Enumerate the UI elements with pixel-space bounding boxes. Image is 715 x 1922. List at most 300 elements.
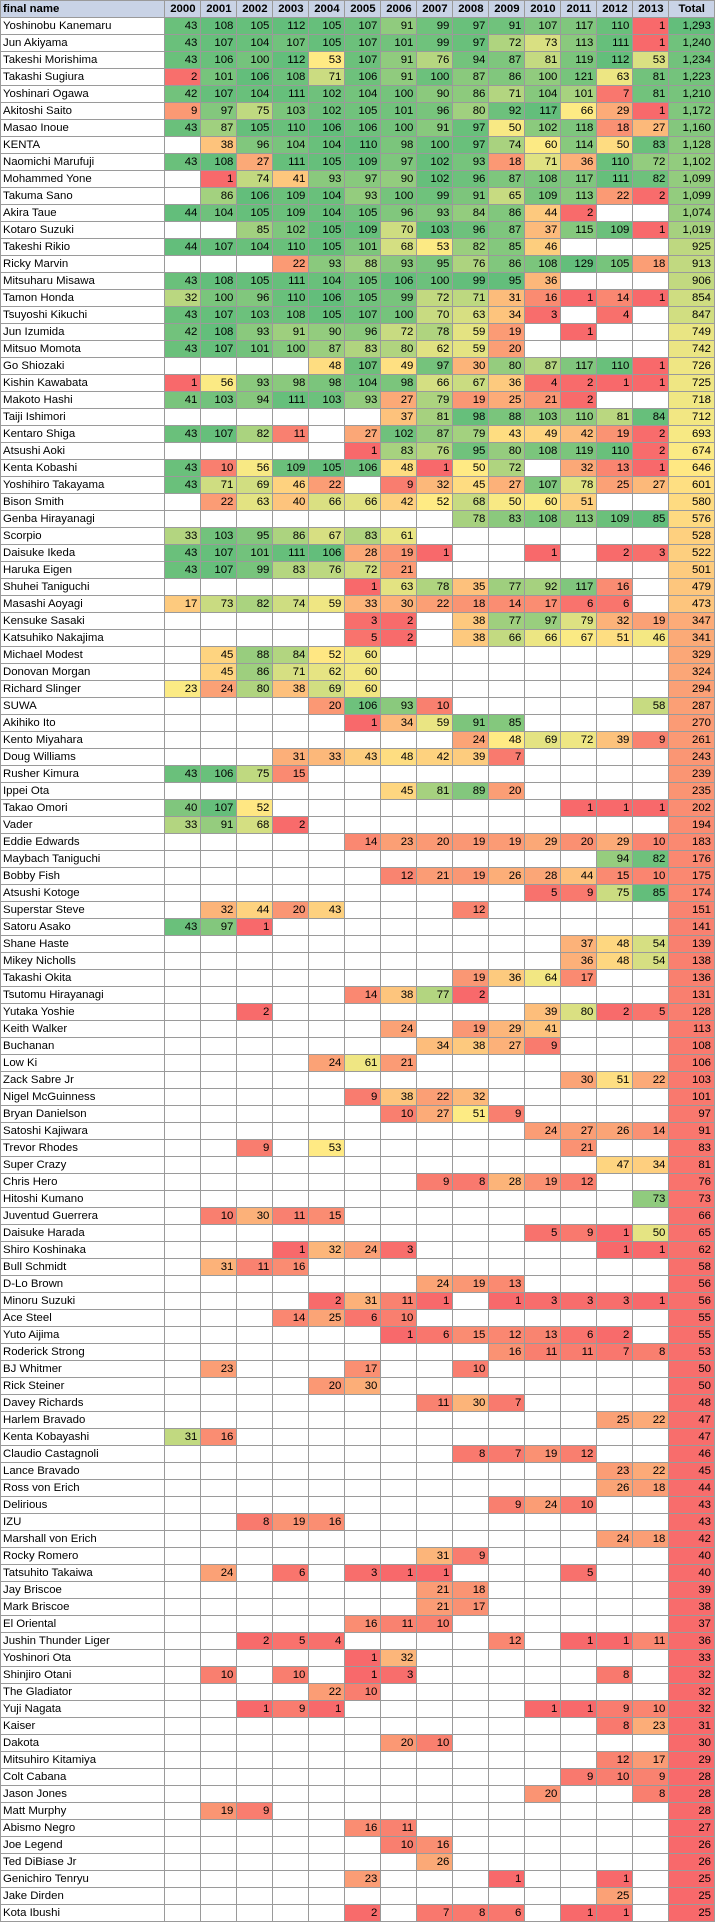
year-value-cell[interactable] <box>201 1412 237 1429</box>
name-cell[interactable]: Tamon Honda <box>1 290 165 307</box>
name-cell[interactable]: Kenta Kobashi <box>1 460 165 477</box>
year-value-cell[interactable]: 110 <box>273 290 309 307</box>
year-value-cell[interactable] <box>633 1429 669 1446</box>
year-value-cell[interactable]: 108 <box>201 18 237 35</box>
year-value-cell[interactable]: 103 <box>201 392 237 409</box>
year-value-cell[interactable]: 27 <box>237 154 273 171</box>
year-value-cell[interactable]: 11 <box>633 1633 669 1650</box>
year-value-cell[interactable] <box>201 1106 237 1123</box>
total-cell[interactable]: 183 <box>669 834 715 851</box>
year-value-cell[interactable] <box>633 341 669 358</box>
year-value-cell[interactable]: 19 <box>633 613 669 630</box>
name-cell[interactable]: Yuto Aijima <box>1 1327 165 1344</box>
year-value-cell[interactable]: 8 <box>453 1905 489 1922</box>
total-cell[interactable]: 1,172 <box>669 103 715 120</box>
year-value-cell[interactable]: 3 <box>345 613 381 630</box>
year-value-cell[interactable] <box>561 1463 597 1480</box>
year-value-cell[interactable]: 71 <box>525 154 561 171</box>
total-cell[interactable]: 1,128 <box>669 137 715 154</box>
year-value-cell[interactable]: 13 <box>597 460 633 477</box>
year-value-cell[interactable] <box>453 528 489 545</box>
year-value-cell[interactable]: 106 <box>345 460 381 477</box>
total-cell[interactable]: 294 <box>669 681 715 698</box>
year-value-cell[interactable] <box>309 1616 345 1633</box>
year-value-cell[interactable] <box>489 1565 525 1582</box>
year-value-cell[interactable] <box>309 1786 345 1803</box>
year-value-cell[interactable]: 11 <box>381 1293 417 1310</box>
year-value-cell[interactable] <box>453 1055 489 1072</box>
year-value-cell[interactable] <box>201 1225 237 1242</box>
year-value-cell[interactable] <box>633 1803 669 1820</box>
year-value-cell[interactable]: 88 <box>345 256 381 273</box>
year-value-cell[interactable] <box>525 1361 561 1378</box>
total-cell[interactable]: 176 <box>669 851 715 868</box>
year-value-cell[interactable]: 72 <box>633 154 669 171</box>
year-value-cell[interactable]: 110 <box>561 409 597 426</box>
year-value-cell[interactable] <box>597 919 633 936</box>
year-value-cell[interactable] <box>201 1157 237 1174</box>
year-value-cell[interactable]: 107 <box>525 477 561 494</box>
year-value-cell[interactable]: 20 <box>309 698 345 715</box>
year-value-cell[interactable]: 70 <box>381 222 417 239</box>
year-value-cell[interactable]: 3 <box>561 1293 597 1310</box>
year-value-cell[interactable]: 10 <box>633 1701 669 1718</box>
year-value-cell[interactable] <box>525 1871 561 1888</box>
total-cell[interactable]: 906 <box>669 273 715 290</box>
year-value-cell[interactable] <box>201 1752 237 1769</box>
year-value-cell[interactable] <box>453 1684 489 1701</box>
year-value-cell[interactable] <box>489 1429 525 1446</box>
name-cell[interactable]: Zack Sabre Jr <box>1 1072 165 1089</box>
year-value-cell[interactable]: 82 <box>633 851 669 868</box>
name-cell[interactable]: Delirious <box>1 1497 165 1514</box>
year-value-cell[interactable] <box>597 1259 633 1276</box>
year-value-cell[interactable]: 25 <box>309 1310 345 1327</box>
year-value-cell[interactable]: 59 <box>309 596 345 613</box>
year-value-cell[interactable]: 31 <box>489 290 525 307</box>
year-value-cell[interactable] <box>561 1718 597 1735</box>
year-value-cell[interactable] <box>237 1854 273 1871</box>
year-value-cell[interactable] <box>345 1072 381 1089</box>
year-value-cell[interactable] <box>237 1446 273 1463</box>
year-value-cell[interactable] <box>597 681 633 698</box>
year-value-cell[interactable]: 29 <box>525 834 561 851</box>
year-value-cell[interactable]: 8 <box>453 1446 489 1463</box>
year-value-cell[interactable]: 10 <box>561 1497 597 1514</box>
year-value-cell[interactable]: 45 <box>453 477 489 494</box>
year-value-cell[interactable]: 98 <box>381 375 417 392</box>
year-value-cell[interactable]: 106 <box>201 766 237 783</box>
year-value-cell[interactable]: 2 <box>633 188 669 205</box>
year-value-cell[interactable] <box>201 1633 237 1650</box>
total-cell[interactable]: 1,240 <box>669 35 715 52</box>
year-value-cell[interactable]: 24 <box>201 681 237 698</box>
name-cell[interactable]: Maybach Taniguchi <box>1 851 165 868</box>
year-value-cell[interactable] <box>633 1548 669 1565</box>
name-cell[interactable]: Vader <box>1 817 165 834</box>
name-cell[interactable]: Kaiser <box>1 1718 165 1735</box>
year-value-cell[interactable] <box>237 987 273 1004</box>
name-cell[interactable]: Atsushi Aoki <box>1 443 165 460</box>
name-cell[interactable]: Rusher Kimura <box>1 766 165 783</box>
year-value-cell[interactable] <box>381 1123 417 1140</box>
year-value-cell[interactable]: 30 <box>453 358 489 375</box>
year-value-cell[interactable]: 96 <box>417 103 453 120</box>
total-cell[interactable]: 601 <box>669 477 715 494</box>
year-value-cell[interactable] <box>417 1701 453 1718</box>
year-value-cell[interactable]: 105 <box>597 256 633 273</box>
total-cell[interactable]: 1,102 <box>669 154 715 171</box>
year-value-cell[interactable]: 92 <box>525 579 561 596</box>
year-value-cell[interactable] <box>201 1701 237 1718</box>
year-value-cell[interactable] <box>237 1684 273 1701</box>
year-value-cell[interactable]: 2 <box>273 817 309 834</box>
year-value-cell[interactable]: 13 <box>489 1276 525 1293</box>
total-cell[interactable]: 139 <box>669 936 715 953</box>
year-value-cell[interactable] <box>381 1786 417 1803</box>
year-value-cell[interactable]: 72 <box>561 732 597 749</box>
name-cell[interactable]: Kensuke Sasaki <box>1 613 165 630</box>
year-value-cell[interactable] <box>489 1888 525 1905</box>
year-value-cell[interactable]: 18 <box>453 596 489 613</box>
year-value-cell[interactable] <box>633 1174 669 1191</box>
name-cell[interactable]: Makoto Hashi <box>1 392 165 409</box>
year-value-cell[interactable]: 19 <box>453 1021 489 1038</box>
year-value-cell[interactable] <box>273 987 309 1004</box>
year-value-cell[interactable]: 104 <box>201 205 237 222</box>
year-value-cell[interactable] <box>273 1123 309 1140</box>
year-value-cell[interactable]: 104 <box>309 188 345 205</box>
year-value-cell[interactable]: 43 <box>165 35 201 52</box>
year-value-cell[interactable] <box>165 409 201 426</box>
year-value-cell[interactable]: 27 <box>489 477 525 494</box>
year-value-cell[interactable] <box>165 1531 201 1548</box>
year-value-cell[interactable] <box>633 1650 669 1667</box>
year-value-cell[interactable]: 104 <box>309 273 345 290</box>
year-value-cell[interactable] <box>417 528 453 545</box>
year-value-cell[interactable]: 14 <box>597 290 633 307</box>
year-value-cell[interactable]: 93 <box>309 256 345 273</box>
year-value-cell[interactable] <box>345 1123 381 1140</box>
year-value-cell[interactable] <box>237 1276 273 1293</box>
year-value-cell[interactable]: 91 <box>201 817 237 834</box>
name-cell[interactable]: Daisuke Harada <box>1 1225 165 1242</box>
year-value-cell[interactable] <box>273 1820 309 1837</box>
year-value-cell[interactable] <box>309 1157 345 1174</box>
year-value-cell[interactable]: 12 <box>489 1327 525 1344</box>
year-value-cell[interactable] <box>309 868 345 885</box>
year-value-cell[interactable]: 112 <box>597 52 633 69</box>
year-value-cell[interactable]: 48 <box>309 358 345 375</box>
year-value-cell[interactable] <box>273 1293 309 1310</box>
year-value-cell[interactable]: 52 <box>237 800 273 817</box>
year-value-cell[interactable] <box>345 1531 381 1548</box>
year-value-cell[interactable] <box>633 1582 669 1599</box>
year-value-cell[interactable]: 60 <box>525 494 561 511</box>
year-value-cell[interactable] <box>417 511 453 528</box>
year-value-cell[interactable]: 80 <box>489 358 525 375</box>
year-value-cell[interactable]: 26 <box>597 1480 633 1497</box>
year-value-cell[interactable]: 63 <box>597 69 633 86</box>
year-value-cell[interactable] <box>597 749 633 766</box>
year-value-cell[interactable]: 2 <box>165 69 201 86</box>
total-cell[interactable]: 261 <box>669 732 715 749</box>
year-value-cell[interactable]: 46 <box>525 239 561 256</box>
year-value-cell[interactable]: 1 <box>201 171 237 188</box>
year-value-cell[interactable]: 10 <box>381 1837 417 1854</box>
total-cell[interactable]: 28 <box>669 1786 715 1803</box>
year-value-cell[interactable]: 99 <box>417 35 453 52</box>
year-value-cell[interactable]: 12 <box>561 1446 597 1463</box>
total-cell[interactable]: 324 <box>669 664 715 681</box>
total-cell[interactable]: 175 <box>669 868 715 885</box>
total-cell[interactable]: 25 <box>669 1888 715 1905</box>
year-value-cell[interactable]: 101 <box>381 103 417 120</box>
year-value-cell[interactable]: 19 <box>381 545 417 562</box>
year-value-cell[interactable] <box>273 1548 309 1565</box>
year-value-cell[interactable]: 10 <box>597 1769 633 1786</box>
year-value-cell[interactable] <box>525 1514 561 1531</box>
year-value-cell[interactable] <box>561 1089 597 1106</box>
year-value-cell[interactable]: 83 <box>633 137 669 154</box>
year-value-cell[interactable] <box>561 273 597 290</box>
year-value-cell[interactable]: 30 <box>561 1072 597 1089</box>
year-value-cell[interactable]: 1 <box>633 358 669 375</box>
year-value-cell[interactable] <box>237 1344 273 1361</box>
year-value-cell[interactable]: 12 <box>381 868 417 885</box>
year-value-cell[interactable] <box>165 987 201 1004</box>
year-value-cell[interactable]: 8 <box>597 1667 633 1684</box>
year-value-cell[interactable]: 2 <box>597 1327 633 1344</box>
year-value-cell[interactable] <box>489 1599 525 1616</box>
year-value-cell[interactable] <box>525 1752 561 1769</box>
year-value-cell[interactable]: 43 <box>165 273 201 290</box>
year-value-cell[interactable]: 106 <box>309 120 345 137</box>
year-value-cell[interactable] <box>381 1582 417 1599</box>
year-value-cell[interactable] <box>381 1718 417 1735</box>
year-value-cell[interactable] <box>165 137 201 154</box>
year-value-cell[interactable] <box>273 1344 309 1361</box>
year-value-cell[interactable]: 117 <box>561 18 597 35</box>
year-value-cell[interactable]: 22 <box>597 188 633 205</box>
name-cell[interactable]: Minoru Suzuki <box>1 1293 165 1310</box>
year-value-cell[interactable] <box>165 1174 201 1191</box>
year-value-cell[interactable] <box>201 936 237 953</box>
year-value-cell[interactable]: 9 <box>237 1140 273 1157</box>
year-value-cell[interactable]: 18 <box>633 1531 669 1548</box>
year-value-cell[interactable]: 20 <box>273 902 309 919</box>
year-value-cell[interactable]: 102 <box>309 86 345 103</box>
year-value-cell[interactable] <box>165 1344 201 1361</box>
total-cell[interactable]: 28 <box>669 1803 715 1820</box>
year-value-cell[interactable]: 18 <box>597 120 633 137</box>
year-value-cell[interactable] <box>309 783 345 800</box>
year-value-cell[interactable] <box>525 715 561 732</box>
year-value-cell[interactable]: 9 <box>381 477 417 494</box>
year-value-cell[interactable] <box>561 1548 597 1565</box>
year-value-cell[interactable] <box>525 528 561 545</box>
year-value-cell[interactable] <box>489 528 525 545</box>
year-value-cell[interactable]: 67 <box>561 630 597 647</box>
year-value-cell[interactable]: 97 <box>453 137 489 154</box>
year-value-cell[interactable]: 22 <box>633 1072 669 1089</box>
year-value-cell[interactable]: 36 <box>561 154 597 171</box>
year-value-cell[interactable] <box>201 613 237 630</box>
year-value-cell[interactable]: 105 <box>345 290 381 307</box>
year-value-cell[interactable]: 80 <box>561 1004 597 1021</box>
year-value-cell[interactable]: 14 <box>273 1310 309 1327</box>
year-value-cell[interactable]: 2 <box>309 1293 345 1310</box>
year-value-cell[interactable] <box>381 1072 417 1089</box>
year-value-cell[interactable] <box>453 1412 489 1429</box>
year-value-cell[interactable] <box>561 851 597 868</box>
total-cell[interactable]: 55 <box>669 1310 715 1327</box>
year-value-cell[interactable] <box>273 409 309 426</box>
year-value-cell[interactable] <box>453 1616 489 1633</box>
year-value-cell[interactable] <box>345 732 381 749</box>
year-value-cell[interactable]: 51 <box>597 1072 633 1089</box>
year-value-cell[interactable] <box>417 1123 453 1140</box>
year-value-cell[interactable]: 12 <box>561 1174 597 1191</box>
year-value-cell[interactable] <box>489 1259 525 1276</box>
header-year[interactable]: 2006 <box>381 1 417 18</box>
year-value-cell[interactable]: 101 <box>237 341 273 358</box>
year-value-cell[interactable] <box>165 1803 201 1820</box>
year-value-cell[interactable] <box>345 1021 381 1038</box>
year-value-cell[interactable] <box>453 953 489 970</box>
year-value-cell[interactable] <box>381 1497 417 1514</box>
year-value-cell[interactable] <box>165 868 201 885</box>
year-value-cell[interactable] <box>417 1531 453 1548</box>
year-value-cell[interactable]: 38 <box>201 137 237 154</box>
year-value-cell[interactable]: 1 <box>633 35 669 52</box>
name-cell[interactable]: Jake Dirden <box>1 1888 165 1905</box>
name-cell[interactable]: Yoshinobu Kanemaru <box>1 18 165 35</box>
name-cell[interactable]: Dakota <box>1 1735 165 1752</box>
name-cell[interactable]: Takao Omori <box>1 800 165 817</box>
total-cell[interactable]: 62 <box>669 1242 715 1259</box>
year-value-cell[interactable]: 105 <box>309 239 345 256</box>
year-value-cell[interactable] <box>597 1735 633 1752</box>
name-cell[interactable]: Masashi Aoyagi <box>1 596 165 613</box>
year-value-cell[interactable]: 27 <box>381 392 417 409</box>
year-value-cell[interactable]: 83 <box>381 443 417 460</box>
year-value-cell[interactable] <box>453 1514 489 1531</box>
total-cell[interactable]: 30 <box>669 1735 715 1752</box>
year-value-cell[interactable] <box>597 273 633 290</box>
year-value-cell[interactable] <box>633 1497 669 1514</box>
year-value-cell[interactable]: 19 <box>453 1276 489 1293</box>
year-value-cell[interactable] <box>561 749 597 766</box>
year-value-cell[interactable]: 103 <box>201 528 237 545</box>
year-value-cell[interactable] <box>165 630 201 647</box>
year-value-cell[interactable] <box>417 766 453 783</box>
year-value-cell[interactable]: 43 <box>309 902 345 919</box>
year-value-cell[interactable]: 61 <box>345 1055 381 1072</box>
name-cell[interactable]: Harlem Bravado <box>1 1412 165 1429</box>
year-value-cell[interactable] <box>417 1378 453 1395</box>
year-value-cell[interactable]: 106 <box>309 545 345 562</box>
year-value-cell[interactable]: 50 <box>489 494 525 511</box>
year-value-cell[interactable] <box>597 528 633 545</box>
year-value-cell[interactable] <box>633 307 669 324</box>
year-value-cell[interactable]: 52 <box>309 647 345 664</box>
year-value-cell[interactable] <box>381 1599 417 1616</box>
year-value-cell[interactable]: 9 <box>165 103 201 120</box>
year-value-cell[interactable]: 111 <box>597 35 633 52</box>
year-value-cell[interactable] <box>633 273 669 290</box>
year-value-cell[interactable]: 43 <box>165 766 201 783</box>
total-cell[interactable]: 243 <box>669 749 715 766</box>
year-value-cell[interactable] <box>633 1684 669 1701</box>
year-value-cell[interactable] <box>525 460 561 477</box>
name-cell[interactable]: Genichiro Tenryu <box>1 1871 165 1888</box>
year-value-cell[interactable] <box>309 443 345 460</box>
year-value-cell[interactable]: 10 <box>201 460 237 477</box>
year-value-cell[interactable]: 19 <box>273 1514 309 1531</box>
year-value-cell[interactable]: 87 <box>525 358 561 375</box>
year-value-cell[interactable]: 22 <box>201 494 237 511</box>
year-value-cell[interactable]: 87 <box>489 52 525 69</box>
year-value-cell[interactable] <box>165 885 201 902</box>
year-value-cell[interactable] <box>345 953 381 970</box>
year-value-cell[interactable] <box>381 1259 417 1276</box>
year-value-cell[interactable]: 105 <box>237 205 273 222</box>
year-value-cell[interactable]: 53 <box>417 239 453 256</box>
total-cell[interactable]: 239 <box>669 766 715 783</box>
year-value-cell[interactable] <box>633 1871 669 1888</box>
year-value-cell[interactable] <box>597 817 633 834</box>
year-value-cell[interactable] <box>381 1157 417 1174</box>
year-value-cell[interactable] <box>453 1650 489 1667</box>
year-value-cell[interactable]: 110 <box>597 154 633 171</box>
year-value-cell[interactable]: 87 <box>453 69 489 86</box>
year-value-cell[interactable]: 70 <box>417 307 453 324</box>
year-value-cell[interactable]: 107 <box>345 35 381 52</box>
year-value-cell[interactable] <box>633 647 669 664</box>
year-value-cell[interactable] <box>201 1140 237 1157</box>
total-cell[interactable]: 742 <box>669 341 715 358</box>
total-cell[interactable]: 1,099 <box>669 171 715 188</box>
total-cell[interactable]: 66 <box>669 1208 715 1225</box>
year-value-cell[interactable]: 1 <box>597 1242 633 1259</box>
total-cell[interactable]: 113 <box>669 1021 715 1038</box>
year-value-cell[interactable]: 43 <box>165 545 201 562</box>
year-value-cell[interactable]: 49 <box>525 426 561 443</box>
year-value-cell[interactable] <box>417 1633 453 1650</box>
year-value-cell[interactable] <box>417 1752 453 1769</box>
year-value-cell[interactable] <box>237 1565 273 1582</box>
year-value-cell[interactable]: 43 <box>165 919 201 936</box>
year-value-cell[interactable]: 78 <box>561 477 597 494</box>
year-value-cell[interactable] <box>237 1191 273 1208</box>
year-value-cell[interactable]: 38 <box>381 1089 417 1106</box>
year-value-cell[interactable]: 1 <box>597 1905 633 1922</box>
year-value-cell[interactable]: 2 <box>597 545 633 562</box>
year-value-cell[interactable]: 94 <box>597 851 633 868</box>
year-value-cell[interactable] <box>525 1310 561 1327</box>
year-value-cell[interactable]: 31 <box>273 749 309 766</box>
year-value-cell[interactable] <box>165 1854 201 1871</box>
year-value-cell[interactable]: 107 <box>345 307 381 324</box>
year-value-cell[interactable] <box>561 1888 597 1905</box>
name-cell[interactable]: D-Lo Brown <box>1 1276 165 1293</box>
total-cell[interactable]: 1,099 <box>669 188 715 205</box>
year-value-cell[interactable]: 105 <box>345 273 381 290</box>
year-value-cell[interactable]: 1 <box>345 579 381 596</box>
year-value-cell[interactable] <box>381 1701 417 1718</box>
year-value-cell[interactable]: 5 <box>525 885 561 902</box>
